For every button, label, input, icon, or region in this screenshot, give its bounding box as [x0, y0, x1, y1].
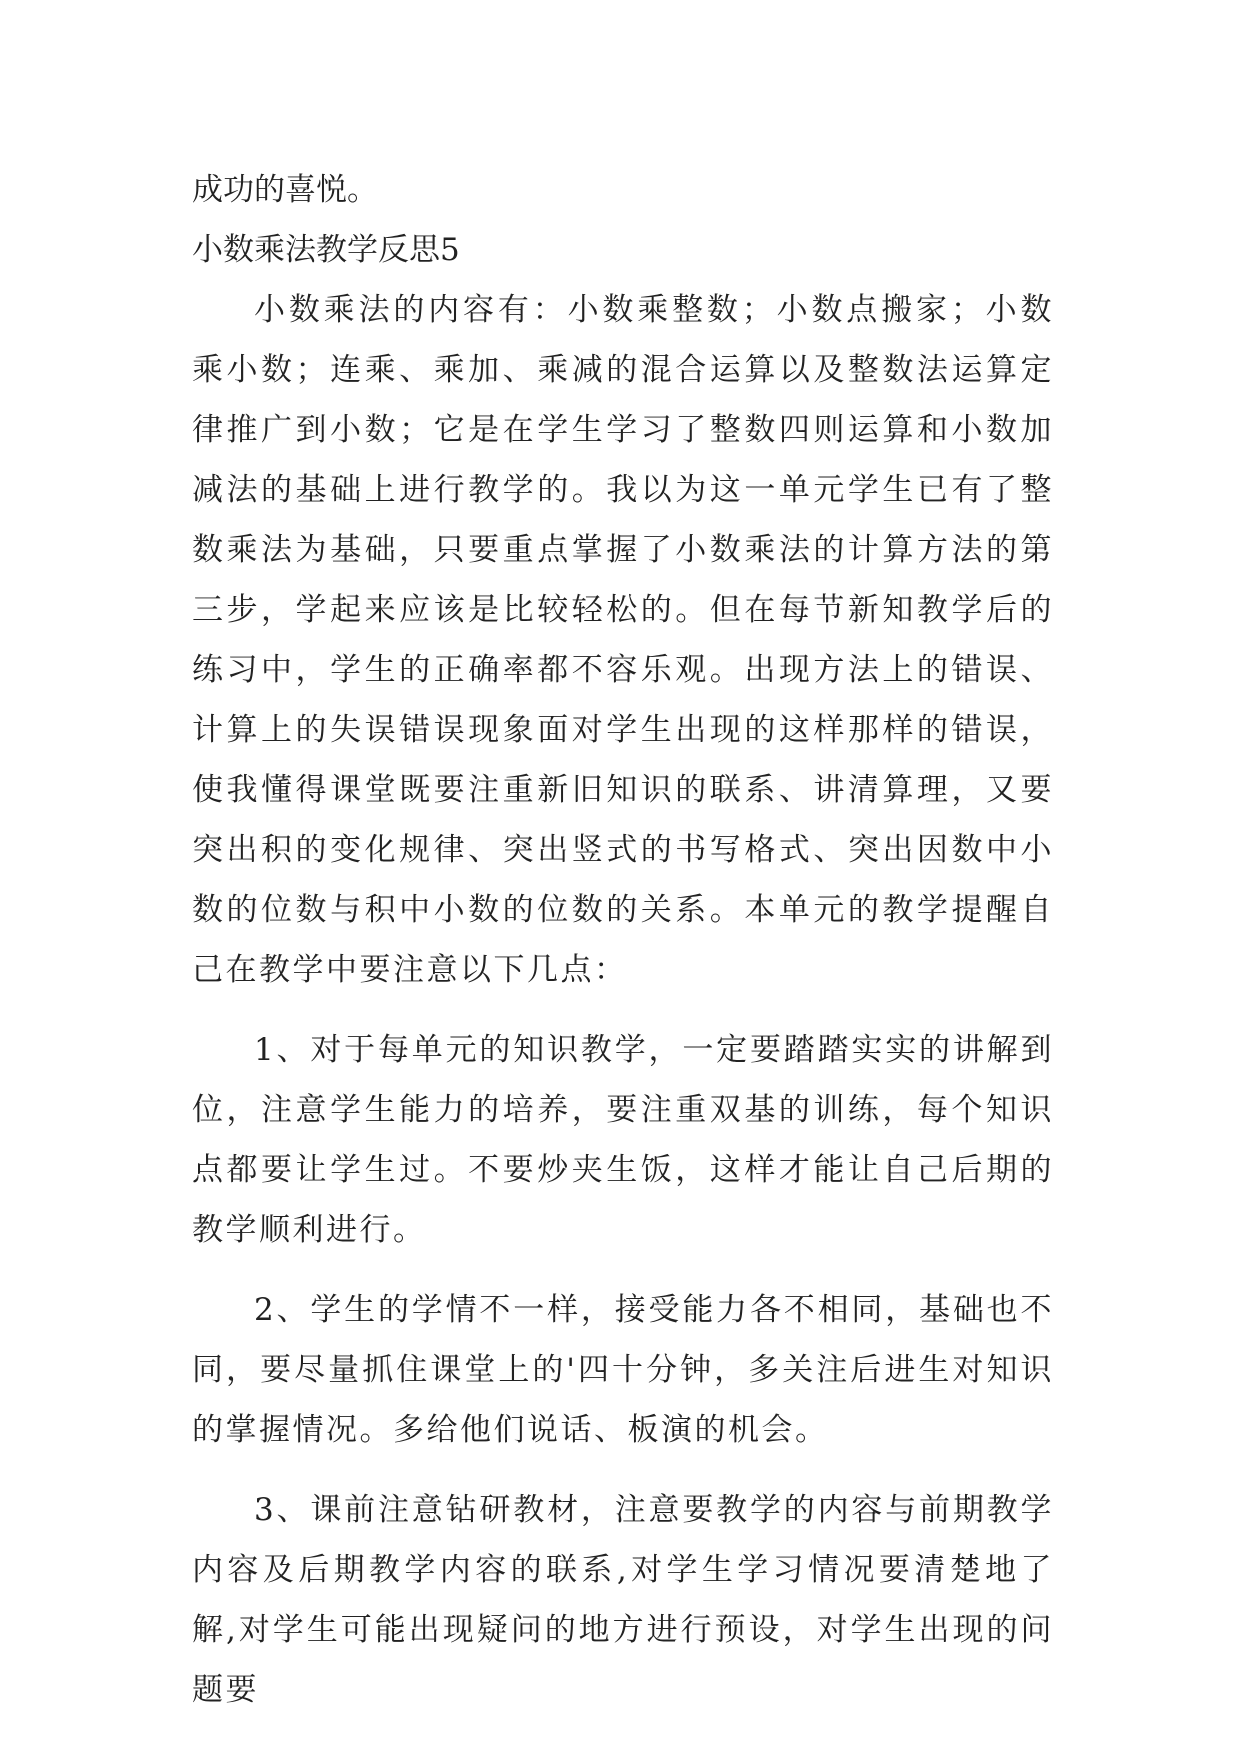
- paragraph-point-3: 3、课前注意钻研教材，注意要教学的内容与前期教学内容及后期教学内容的联系,对学生学习情况要清楚地了解,对学生可能出现疑问的地方进行预设，对学生出现的问题要: [192, 1492, 1054, 1708]
- paragraph-intro: 小数乘法的内容有：小数乘整数；小数点搬家；小数乘小数；连乘、乘加、乘减的混合运算以及整数法运算定律推广到小数；它是在学生学习了整数四则运算和小数加减法的基础上进行教学的。我以为这一单元学生已有了整数乘法为基础，只要重点掌握了小数乘法的计算方法的第三步，学起来应该是比较轻松的。但在每节新知教学后的练习中，学生的正确率都不容乐观。出现方法上的错误、计算上的失误错误现象面对学生出现的这样那样的错误，使我懂得课堂既要注重新旧知识的联系、讲清算理，又要突出积的变化规律、突出竖式的书写格式、突出因数中小数的位数与积中小数的位数的关系。本单元的教学提醒自己在教学中要注意以下几点：: [192, 292, 1054, 988]
- paragraph-point-2: 2、学生的学情不一样，接受能力各不相同，基础也不同，要尽量抓住课堂上的'四十分钟，多关注后进生对知识的掌握情况。多给他们说话、板演的机会。: [192, 1292, 1054, 1448]
- document-page: [192, 160, 1054, 1740]
- section-title: 小数乘法教学反思5: [192, 232, 460, 268]
- continued-text: 成功的喜悦。: [192, 172, 378, 208]
- paragraph-point-1: 1、对于每单元的知识教学，一定要踏踏实实的讲解到位，注意学生能力的培养，要注重双基的训练，每个知识点都要让学生过。不要炒夹生饭，这样才能让自己后期的教学顺利进行。: [192, 1032, 1054, 1248]
